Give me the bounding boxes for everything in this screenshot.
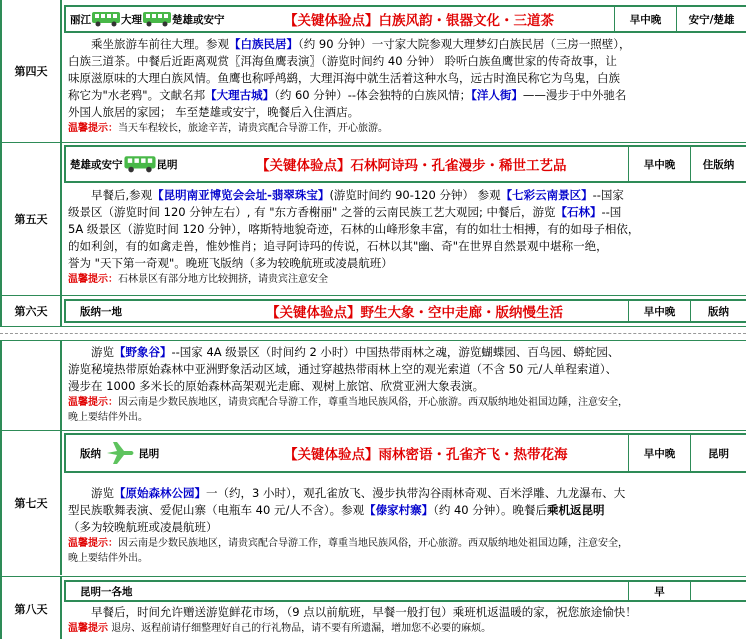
day7-key-experience: 【关键体验点】雨林密语・孔雀齐飞・热带花海 (284, 447, 568, 463)
day7-meals: 早中晚 (628, 435, 690, 471)
day8-header (64, 580, 746, 602)
day5-description: 早餐后,参观【昆明南亚博览会会址-翡翠珠宝】(游览时间约 90-120 分钟） 参观【七彩云南景区】--国家 级景区（游览时间 120 分钟左右）, 有 "东方香榭丽" 之誉的云南民族工艺大观园; 中餐后，游览【石林】--国 5A 级景区（游览时间 120 分钟），喀斯特地貌奇迹，石林的山峰形象丰富，有的如壮士相搏，有的如母子相依， 的如利剑，有的如禽走兽，惟妙惟肖；追寻阿诗玛的传说，石林以其"幽、奇"在世界自然景观中堪称一绝， 誉为 "天下第一奇观"。晚班飞版纳（多为较晚航班或凌晨航班） 温馨提示：石林景区有部分地方比较拥挤，请贵宾注意安全 (68, 187, 744, 287)
day5-key-experience: 【关键体验点】石林阿诗玛・孔雀漫步・稀世工艺品 (256, 158, 567, 174)
day8-meals: 早 (628, 582, 690, 600)
day5-tip: 温馨提示：石林景区有部分地方比较拥挤，请贵宾注意安全 (68, 274, 328, 285)
day7-header (64, 433, 746, 473)
day6-stay: 版纳 (690, 301, 746, 321)
page-break (0, 333, 746, 334)
day4-key-experience: 【关键体验点】白族风韵・银器文化・三道茶 (284, 13, 554, 29)
day7-tip: 温馨提示：因云南是少数民族地区，请贵宾配合导游工作，尊重当地民族风俗，开心旅游。西双版纳地处祖国边陲，注意安全， (68, 538, 628, 549)
day7-label: 第七天 (2, 431, 62, 575)
day4-header (64, 5, 746, 33)
day6-description: 游览【野象谷】--国家 4A 级景区（时间约 2 小时）中国热带雨林之魂，游览蝴蝶园、百鸟园、蟒蛇园、 游览秘境热带原始森林中亚洲野象活动区域，通过穿越热带雨林上空的观光索道（不含 50 元/人单程索道）、 漫步在 1000 多米长的原始森林高架观光走廊、观树上旅馆、欣赏亚洲大象表演。 温馨提示：因云南是少数民族地区，请贵宾配合导游工作，尊重当地民族风俗，开心旅游。西双版纳地处祖国边陲，注意安全， 晚上要结伴外出。 (68, 344, 744, 425)
day6-header (64, 299, 746, 323)
day4-stay: 安宁/楚雄 (676, 7, 746, 31)
day8-tip: 温馨提示 退房、返程前请仔细整理好自己的行礼物品，请不要有所遗漏，增加您不必要的麻烦。 (68, 623, 492, 634)
airplane-icon (105, 440, 135, 466)
day5-meals: 早中晚 (628, 147, 690, 181)
day7-stay: 昆明 (690, 435, 746, 471)
day6-meals: 早中晚 (628, 301, 690, 321)
day4-meals: 早中晚 (614, 7, 676, 31)
day8-description: 早餐后，时间允许赠送游览鲜花市场，（9 点以前航班，早餐一般打包）乘班机返温暖的家，祝您旅途愉快！ 温馨提示 退房、返程前请仔细整理好自己的行礼物品，请不要有所遗漏，增加您不必要的麻烦。 (68, 604, 744, 636)
day5-route: 楚雄或安宁 昆明 (70, 147, 270, 181)
day6-tip: 温馨提示：因云南是少数民族地区，请贵宾配合导游工作，尊重当地民族风俗，开心旅游。西双版纳地处祖国边陲，注意安全， (68, 397, 628, 408)
bus-icon (142, 10, 172, 28)
page-bottom (0, 340, 746, 639)
day4-tip: 温馨提示：当天车程较长，旅途辛苦，请贵宾配合导游工作，开心旅游。 (68, 123, 388, 134)
bus-icon (123, 154, 157, 174)
day5-stay: 住版纳 (690, 147, 746, 181)
day4-route: 丽江 大理 楚雄或安宁 (70, 7, 270, 31)
day4-description: 乘坐旅游车前往大理。参观【白族民居】（约 90 分钟）一寸家大院参观大理梦幻白族民居（三房一照壁）， 白族三道茶。中餐后近距离观赏〖洱海鱼鹰表演〗（游览时间约 40 分钟） 聆听白族鱼鹰世家的传奇故事，让 味原滋原味的大理白族风情。鱼鹰也称呼鸬鹚，大理洱海中就生活着这种水鸟，远古时渔民称它为鸟鬼，白族 称它为"水老鸦"。文献名邦【大理古城】（约 60 分钟）--体会独特的白族风情；【洋人街】——漫步于中外驰名 外国人旅居的家园； 车至楚雄或安宁，晚餐后入住酒店。 温馨提示：当天车程较长，旅途辛苦，请贵宾配合导游工作，开心旅游。 (68, 36, 744, 136)
day7-description: 游览【原始森林公园】一（约，3 小时），观孔雀放飞、漫步执带沟谷雨林奇观、百米浮雕、九龙瀑布、大 型民族歌舞表演、爱伲山寨（电瓶车 40 元/人不含）。参观【傣家村寨】（约 40 分钟）。晚餐后乘机返昆明 （多为较晚航班或凌晨航班） 温馨提示：因云南是少数民族地区，请贵宾配合导游工作，尊重当地民族风俗，开心旅游。西双版纳地处祖国边陲，注意安全， 晚上要结伴外出。 (68, 485, 744, 566)
day4-label: 第四天 (2, 0, 62, 142)
day8-label: 第八天 (2, 577, 62, 639)
day8-route: 昆明一各地 (80, 585, 133, 598)
day6-key-experience: 【关键体验点】野生大象・空中走廊・版纳慢生活 (266, 305, 563, 321)
day5-label: 第五天 (2, 143, 62, 295)
day6-route: 版纳一地 (80, 305, 122, 318)
bus-icon (91, 10, 121, 28)
day5-header (64, 145, 746, 183)
day6-label: 第六天 (2, 296, 62, 326)
day7-route: 版纳 昆明 (80, 435, 220, 471)
